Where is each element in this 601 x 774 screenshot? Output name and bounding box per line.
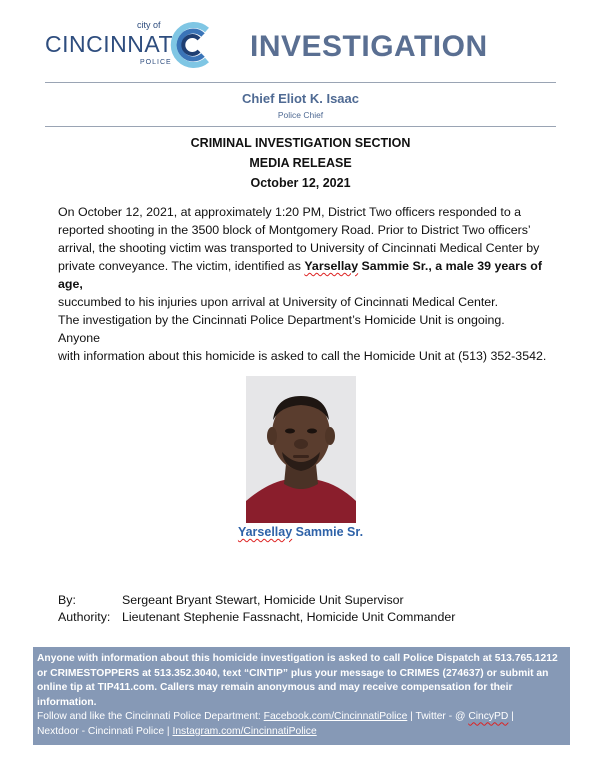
victim-photo (246, 376, 356, 523)
photo-caption (0, 525, 601, 539)
follow-text: Follow and like the Cincinnati Police Department: (37, 711, 264, 723)
header-divider-top (45, 82, 556, 83)
authority-label: Authority: (58, 610, 111, 624)
chief-title: Police Chief (277, 110, 324, 120)
investigation-line-1: The investigation by the Cincinnati Police Department’s Homicide Unit is ongoing. Anyone (58, 313, 505, 345)
incident-line-2: reported shooting in the 3500 block of Montgomery Road. Prior to District Two officers’ (58, 223, 531, 237)
footer-line-4: information. (37, 696, 97, 708)
victim-portrait-image (246, 376, 356, 523)
social-separator-3: | (164, 725, 173, 737)
twitter-handle[interactable]: CincyPD (468, 711, 509, 723)
logo-police-label: POLICE (140, 59, 172, 66)
authority-row (58, 610, 455, 624)
chief-name: Chief Eliot K. Isaac (241, 91, 360, 106)
footer-social-line (37, 710, 566, 725)
footer-line-2: or CRIMESTOPPERS at 513.352.3040, text “CINTIP” plus your message to CRIMES (274637) or submit an (37, 667, 549, 679)
victim-name-rest: Sammie Sr., a male 39 years of age, (58, 259, 542, 291)
social-separator-2: | (508, 711, 514, 723)
investigation-paragraph (58, 311, 548, 365)
incident-line-4 (58, 257, 548, 293)
logo-city-name: CINCINNATI (45, 31, 180, 57)
footer-social-line-2 (37, 725, 566, 740)
incident-line-1: On October 12, 2021, at approximately 1:20 PM, District Two officers responded to a (58, 205, 522, 219)
facebook-link[interactable]: Facebook.com/CincinnatiPolice (263, 711, 408, 723)
release-type: MEDIA RELEASE (249, 156, 352, 170)
footer-line-1: Anyone with information about this homicide investigation is asked to call Police Dispatch at 513.765.1212 (37, 653, 558, 664)
incident-line-4-text: private conveyance. The victim, identified as (58, 259, 305, 273)
incident-line-3: arrival, the shooting victim was transported to University of Cincinnati Medical Center by (58, 241, 540, 255)
contact-footer (33, 647, 570, 745)
header-divider-bottom (45, 126, 556, 127)
document-title: INVESTIGATION (250, 30, 488, 63)
cincinnati-police-logo (45, 20, 215, 72)
instagram-link[interactable]: Instagram.com/CincinnatiPolice (172, 725, 317, 737)
by-label: By: (58, 593, 76, 607)
investigation-line-2: with information about this homicide is asked to call the Homicide Unit at (513) 352-3542. (58, 349, 547, 363)
release-date: October 12, 2021 (250, 176, 351, 190)
logo-c-mark-icon (167, 20, 215, 70)
authority-value: Lieutenant Stephenie Fassnacht, Homicide Unit Commander (122, 610, 456, 624)
incident-line-5: succumbed to his injuries upon arrival at University of Cincinnati Medical Center. (58, 295, 499, 309)
twitter-separator: | Twitter - @ (407, 711, 469, 723)
incident-paragraph (58, 203, 548, 311)
caption-name-rest: Sammie Sr. (292, 525, 364, 539)
footer-line-3: online tip at TIP411.com. Callers may remain anonymous and may receive compensation for their (37, 682, 513, 694)
caption-first-name: Yarsellay (237, 525, 293, 539)
victim-first-name: Yarsellay (304, 259, 359, 273)
nextdoor-text[interactable]: Nextdoor - Cincinnati Police (37, 725, 165, 737)
section-heading: CRIMINAL INVESTIGATION SECTION (190, 136, 411, 150)
by-value: Sergeant Bryant Stewart, Homicide Unit Supervisor (122, 593, 404, 607)
by-row (58, 593, 404, 607)
logo-city-of: city of (137, 20, 161, 30)
